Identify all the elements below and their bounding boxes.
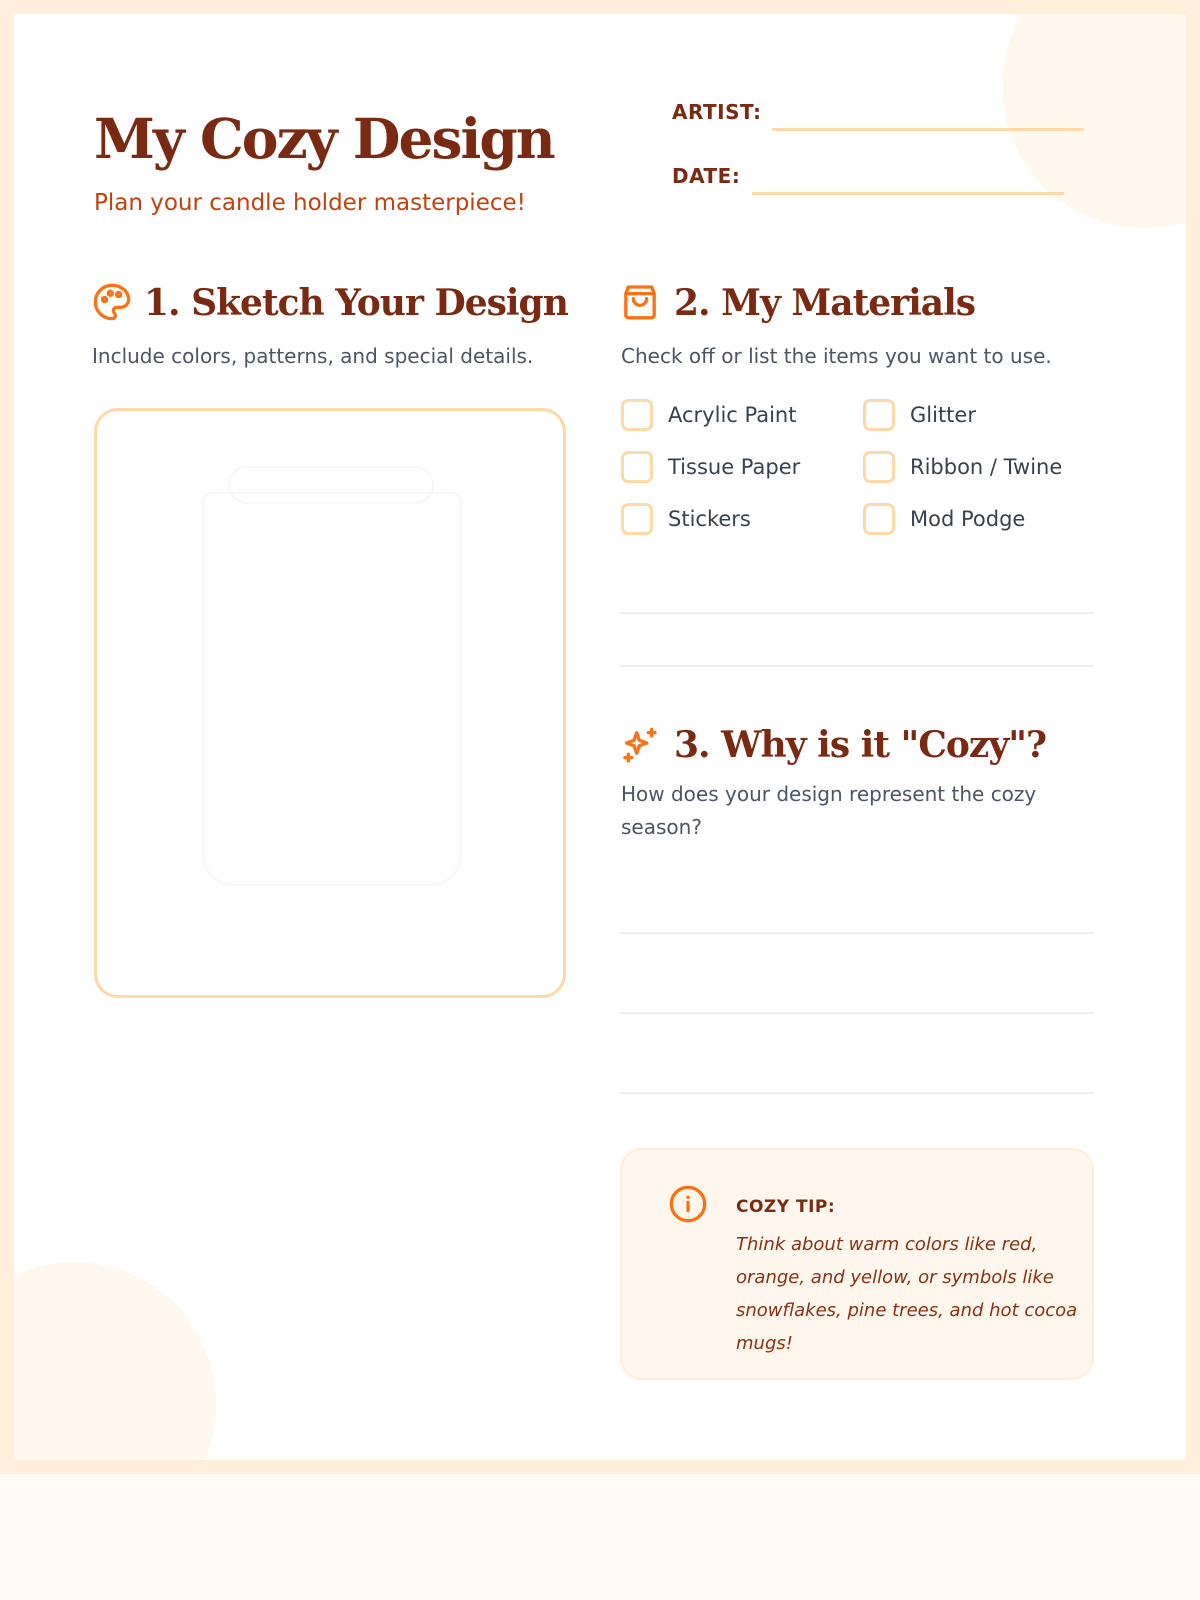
material-label: Tissue Paper [668,455,801,479]
writing-line[interactable] [620,1092,1094,1094]
date-label: DATE: [672,164,741,188]
checkbox[interactable] [863,503,895,535]
material-label: Ribbon / Twine [910,455,1063,479]
sketch-section-description: Include colors, patterns, and special details. [92,344,534,368]
material-item-tissue-paper[interactable] [621,450,800,484]
shopping-bag-icon [620,282,660,322]
checkbox[interactable] [863,399,895,431]
decorative-circle-top-right [1002,14,1186,228]
artist-field[interactable] [772,128,1084,131]
sketch-section-title: 1. Sketch Your Design [144,282,568,324]
checkbox[interactable] [621,399,653,431]
cozy-tip-label: COZY TIP: [736,1197,836,1217]
materials-section-title: 2. My Materials [674,282,976,324]
material-item-glitter[interactable] [863,398,976,432]
cozy-tip-text: Think about warm colors like red, orange, and yellow, or symbols like snowflakes, pine trees, and hot cocoa mugs! [736,1234,1078,1354]
material-label: Glitter [910,403,976,427]
checkbox[interactable] [621,451,653,483]
date-field[interactable] [752,192,1064,195]
checkbox[interactable] [621,503,653,535]
material-item-mod-podge[interactable] [863,502,1025,536]
artist-label: ARTIST: [672,100,762,124]
writing-line[interactable] [620,612,1094,614]
worksheet-page [14,14,1186,1460]
material-item-acrylic-paint[interactable] [621,398,796,432]
material-item-stickers[interactable] [621,502,751,536]
page-subtitle: Plan your candle holder masterpiece! [94,190,526,216]
material-item-ribbon-twine[interactable] [863,450,1062,484]
jar-outline-body [202,492,462,886]
writing-line[interactable] [620,665,1094,667]
page-title: My Cozy Design [94,106,554,171]
sparkles-icon [620,726,660,766]
materials-section-description: Check off or list the items you want to use. [621,344,1052,368]
checkbox[interactable] [863,451,895,483]
info-icon [668,1184,708,1224]
writing-line[interactable] [620,932,1094,934]
material-label: Acrylic Paint [668,403,797,427]
decorative-circle-bottom-left [14,1262,216,1460]
material-label: Mod Podge [910,507,1026,531]
palette-icon [92,282,132,322]
cozy-section-description: How does your design represent the cozy season? [621,782,1037,839]
material-label: Stickers [668,507,751,531]
writing-line[interactable] [620,1012,1094,1014]
cozy-section-title: 3. Why is it "Cozy"? [674,724,1047,766]
